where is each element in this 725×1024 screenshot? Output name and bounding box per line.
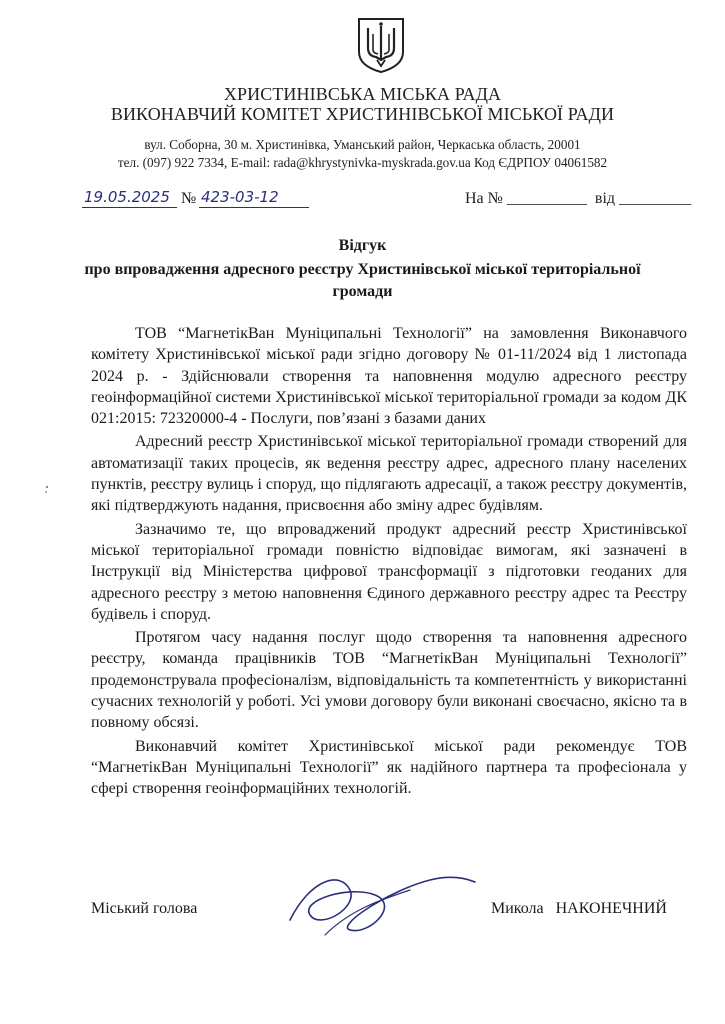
paragraph: ТОВ “МагнетікВан Муніципальні Технології” на замовлення Виконавчого комітету Христинівської міської ради згідно договору № 01-11/2024 від 1 листопада 2024 р. - Здійснювали створення та наповнення модулю адресного реєстру геоінформаційної системи Христинівської міської територіальної громади за кодом ДК 021:2015: 72320000-4 - Послуги, пов’язані з базами даних	[91, 325, 687, 428]
paragraph: Адресний реєстр Христинівської міської територіальної громади створений для автоматизації таких процесів, як ведення реєстру адрес, адресного плану населених пунктів, реєстру вулиць і споруд, що підлягають адресації, а також реєстру документів, які підтверджують надання, присвоєння або зміну адрес будівлям.	[91, 433, 687, 515]
scan-speck	[44, 484, 50, 496]
org-name-line1: ХРИСТИНІВСЬКА МІСЬКА РАДА	[223, 84, 502, 104]
document-subtitle: про впровадження адресного реєстру Христинівської міської територіальної громади	[84, 261, 641, 300]
org-name-line2: ВИКОНАВЧИЙ КОМІТЕТ ХРИСТИНІВСЬКОЇ МІСЬКОЇ РАДИ	[110, 104, 615, 124]
reply-reference: На № __________ від _________	[465, 190, 692, 207]
handwritten-reg-number: 423-03-12	[201, 188, 279, 206]
paragraph: Протягом часу надання послуг щодо створення та наповнення адресного реєстру, команда працівників ТОВ “МагнетікВан Муніципальні Технології” продемонструвала професіоналізм, відповідальність та компетентність у використанні сучасних технологій у роботі. Усі умови договору були виконані своєчасно, якісно та в повному обсязі.	[91, 629, 687, 732]
org-contacts: тел. (097) 922 7334, E-mail: rada@khrystynivka-myskrada.gov.ua Код ЄДРПОУ 04061582	[117, 155, 608, 170]
document-title: Відгук	[338, 237, 387, 254]
signatory-position: Міський голова	[91, 900, 198, 917]
number-sign: №	[181, 190, 197, 207]
signatory-name: Микола НАКОНЕЧНИЙ	[491, 900, 667, 917]
paragraph: Зазначимо те, що впроваджений продукт адресний реєстр Христинівської міської територіальної громади повністю відповідає вимогам, які зазначені в Інструкції від Міністерства цифрової трансформації з підготовки геоданих для адресного реєстру з метою наповнення Єдиного державного реєстру адрес та Реєстру будівель і споруд.	[91, 520, 687, 623]
number-underline	[199, 207, 309, 208]
handwritten-signature	[280, 860, 480, 950]
letter-body	[91, 323, 687, 802]
paragraph: Виконавчий комітет Христинівської міської ради рекомендує ТОВ “МагнетікВан Муніципальні Технології” як надійного партнера та професіонала у сфері створення геоінформаційних технологій.	[91, 737, 687, 798]
handwritten-date: 19.05.2025	[84, 188, 170, 206]
date-underline	[82, 207, 177, 208]
coat-of-arms-trident-icon	[356, 16, 406, 74]
org-address: вул. Соборна, 30 м. Христинівка, Уманський район, Черкаська область, 20001	[144, 137, 581, 152]
